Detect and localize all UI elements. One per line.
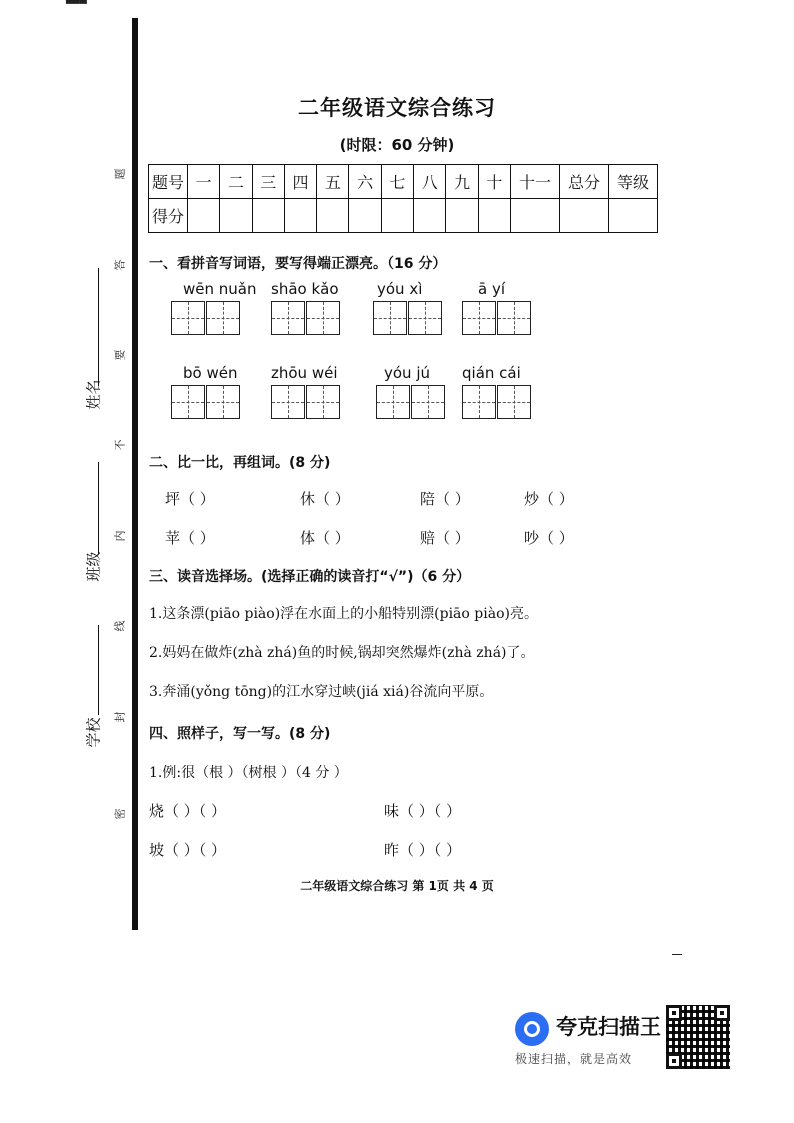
reading-question[interactable]: 1.这条漂(piāo piào)浮在水面上的小船特别漂(piāo piào)亮。 xyxy=(149,606,538,622)
writing-cell[interactable] xyxy=(206,301,240,335)
pinyin-text: yóu xì xyxy=(377,280,423,298)
compare-item[interactable]: 炒（ ） xyxy=(524,490,574,508)
reading-question[interactable]: 2.妈妈在做炸(zhà zhá)鱼的时候,锅却突然爆炸(zhà zhá)了。 xyxy=(149,645,535,661)
score-cell: 总分 xyxy=(560,165,609,199)
tianzige-box[interactable] xyxy=(271,385,340,419)
writing-cell[interactable] xyxy=(271,301,305,335)
pinyin-word xyxy=(376,364,445,419)
score-table-score-row xyxy=(149,199,658,233)
score-input-cell[interactable] xyxy=(446,199,478,233)
score-input-cell[interactable] xyxy=(252,199,284,233)
example-item[interactable]: 味（ ）（ ） xyxy=(384,802,462,820)
section-3-heading: 三、读音选择场。(选择正确的读音打“√”)（6 分） xyxy=(149,569,471,585)
compare-item[interactable]: 赔（ ） xyxy=(420,529,470,547)
pinyin-word xyxy=(373,280,442,335)
score-cell: 四 xyxy=(284,165,316,199)
writing-cell[interactable] xyxy=(497,385,531,419)
writing-cell[interactable] xyxy=(497,301,531,335)
pinyin-text: yóu jú xyxy=(384,364,431,382)
score-cell: 三 xyxy=(252,165,284,199)
tianzige-box[interactable] xyxy=(171,301,256,335)
writing-cell[interactable] xyxy=(373,301,407,335)
pinyin-word xyxy=(462,364,531,419)
tianzige-box[interactable] xyxy=(171,385,240,419)
writing-cell[interactable] xyxy=(171,301,205,335)
section-4-heading: 四、照样子，写一写。(8 分) xyxy=(149,726,331,742)
tianzige-box[interactable] xyxy=(462,301,531,335)
score-cell: 八 xyxy=(414,165,446,199)
qr-finder xyxy=(666,1053,682,1069)
pinyin-text: zhōu wéi xyxy=(271,364,338,382)
writing-cell[interactable] xyxy=(411,385,445,419)
example-line: 1.例:很（根 ）（树根 ）（4 分 ） xyxy=(149,765,348,781)
score-cell: 十一 xyxy=(511,165,560,199)
qr-finder xyxy=(714,1005,730,1021)
qr-finder xyxy=(666,1005,682,1021)
writing-cell[interactable] xyxy=(171,385,205,419)
page-footer: 二年级语文综合练习 第 1页 共 4 页 xyxy=(300,879,494,893)
example-item[interactable]: 坡（ ）（ ） xyxy=(149,841,227,859)
class-label: 班级 xyxy=(84,551,103,582)
pinyin-text: qián cái xyxy=(462,364,521,382)
pinyin-word xyxy=(171,364,240,419)
qr-code-icon xyxy=(666,1005,730,1069)
score-input-cell[interactable] xyxy=(414,199,446,233)
pinyin-text: wēn nuǎn xyxy=(183,280,257,298)
pinyin-word xyxy=(271,364,340,419)
class-fill-line xyxy=(98,462,99,554)
score-table xyxy=(148,164,658,233)
seal-char: 密 xyxy=(113,808,127,820)
seal-char: 内 xyxy=(113,530,127,542)
score-cell: 九 xyxy=(446,165,478,199)
compare-item[interactable]: 苹（ ） xyxy=(165,529,215,547)
score-input-cell[interactable] xyxy=(284,199,316,233)
score-input-cell[interactable] xyxy=(188,199,220,233)
seal-char: 线 xyxy=(113,620,127,632)
seal-char: 不 xyxy=(113,439,127,451)
score-input-cell[interactable] xyxy=(220,199,252,233)
compare-item[interactable]: 坪（ ） xyxy=(165,490,215,508)
score-cell: 七 xyxy=(381,165,413,199)
writing-cell[interactable] xyxy=(306,301,340,335)
score-table-header-row xyxy=(149,165,658,199)
score-cell: 六 xyxy=(349,165,381,199)
section-2-heading: 二、比一比，再组词。(8 分) xyxy=(149,455,331,471)
example-item[interactable]: 烧（ ）（ ） xyxy=(149,802,227,820)
pinyin-text: bō wén xyxy=(183,364,238,382)
score-input-cell[interactable] xyxy=(349,199,381,233)
score-cell: 五 xyxy=(317,165,349,199)
scanner-brand: 夸克扫描王 xyxy=(556,1015,661,1039)
page-title: 二年级语文综合练习 xyxy=(298,96,496,120)
scanner-slogan: 极速扫描，就是高效 xyxy=(515,1052,633,1066)
seal-char: 答 xyxy=(113,259,127,271)
writing-cell[interactable] xyxy=(271,385,305,419)
tianzige-box[interactable] xyxy=(271,301,340,335)
score-row-label: 得分 xyxy=(149,199,188,233)
compare-item[interactable]: 吵（ ） xyxy=(524,529,574,547)
tianzige-box[interactable] xyxy=(462,385,531,419)
time-limit: (时限：60 分钟) xyxy=(339,136,455,154)
pinyin-text: ā yí xyxy=(478,280,506,298)
score-cell: 等级 xyxy=(609,165,658,199)
compare-item[interactable]: 休（ ） xyxy=(300,490,350,508)
example-item[interactable]: 昨（ ）（ ） xyxy=(384,841,462,859)
score-input-cell[interactable] xyxy=(560,199,609,233)
score-cell: 一 xyxy=(188,165,220,199)
writing-cell[interactable] xyxy=(462,301,496,335)
seal-char: 要 xyxy=(113,349,127,361)
writing-cell[interactable] xyxy=(376,385,410,419)
name-label: 姓名 xyxy=(84,379,103,410)
reading-question[interactable]: 3.奔涌(yǒng tōng)的江水穿过峡(jiá xiá)谷流向平原。 xyxy=(149,684,494,700)
writing-cell[interactable] xyxy=(408,301,442,335)
school-label: 学校 xyxy=(84,717,103,748)
compare-item[interactable]: 陪（ ） xyxy=(420,490,470,508)
score-input-cell[interactable] xyxy=(511,199,560,233)
score-input-cell[interactable] xyxy=(317,199,349,233)
tianzige-box[interactable] xyxy=(373,301,442,335)
score-cell: 二 xyxy=(220,165,252,199)
score-input-cell[interactable] xyxy=(609,199,658,233)
corner-mark: ▀▀▀ xyxy=(66,0,87,10)
name-fill-line xyxy=(98,268,99,386)
pinyin-word xyxy=(271,280,340,335)
score-cell: 题号 xyxy=(149,165,188,199)
score-input-cell[interactable] xyxy=(381,199,413,233)
scanner-logo-ring-icon xyxy=(524,1021,540,1037)
writing-cell[interactable] xyxy=(306,385,340,419)
score-cell: 十 xyxy=(478,165,510,199)
pinyin-text: shāo kǎo xyxy=(271,280,339,298)
writing-cell[interactable] xyxy=(206,385,240,419)
pinyin-word xyxy=(462,280,531,335)
seal-char: 题 xyxy=(113,168,127,180)
compare-item[interactable]: 体（ ） xyxy=(300,529,350,547)
writing-cell[interactable] xyxy=(462,385,496,419)
stray-mark xyxy=(672,954,682,955)
tianzige-box[interactable] xyxy=(376,385,445,419)
pinyin-word xyxy=(171,280,256,335)
section-1-heading: 一、看拼音写词语，要写得端正漂亮。（16 分） xyxy=(149,256,447,272)
seal-char: 封 xyxy=(113,711,127,723)
school-fill-line xyxy=(98,625,99,715)
score-input-cell[interactable] xyxy=(478,199,510,233)
